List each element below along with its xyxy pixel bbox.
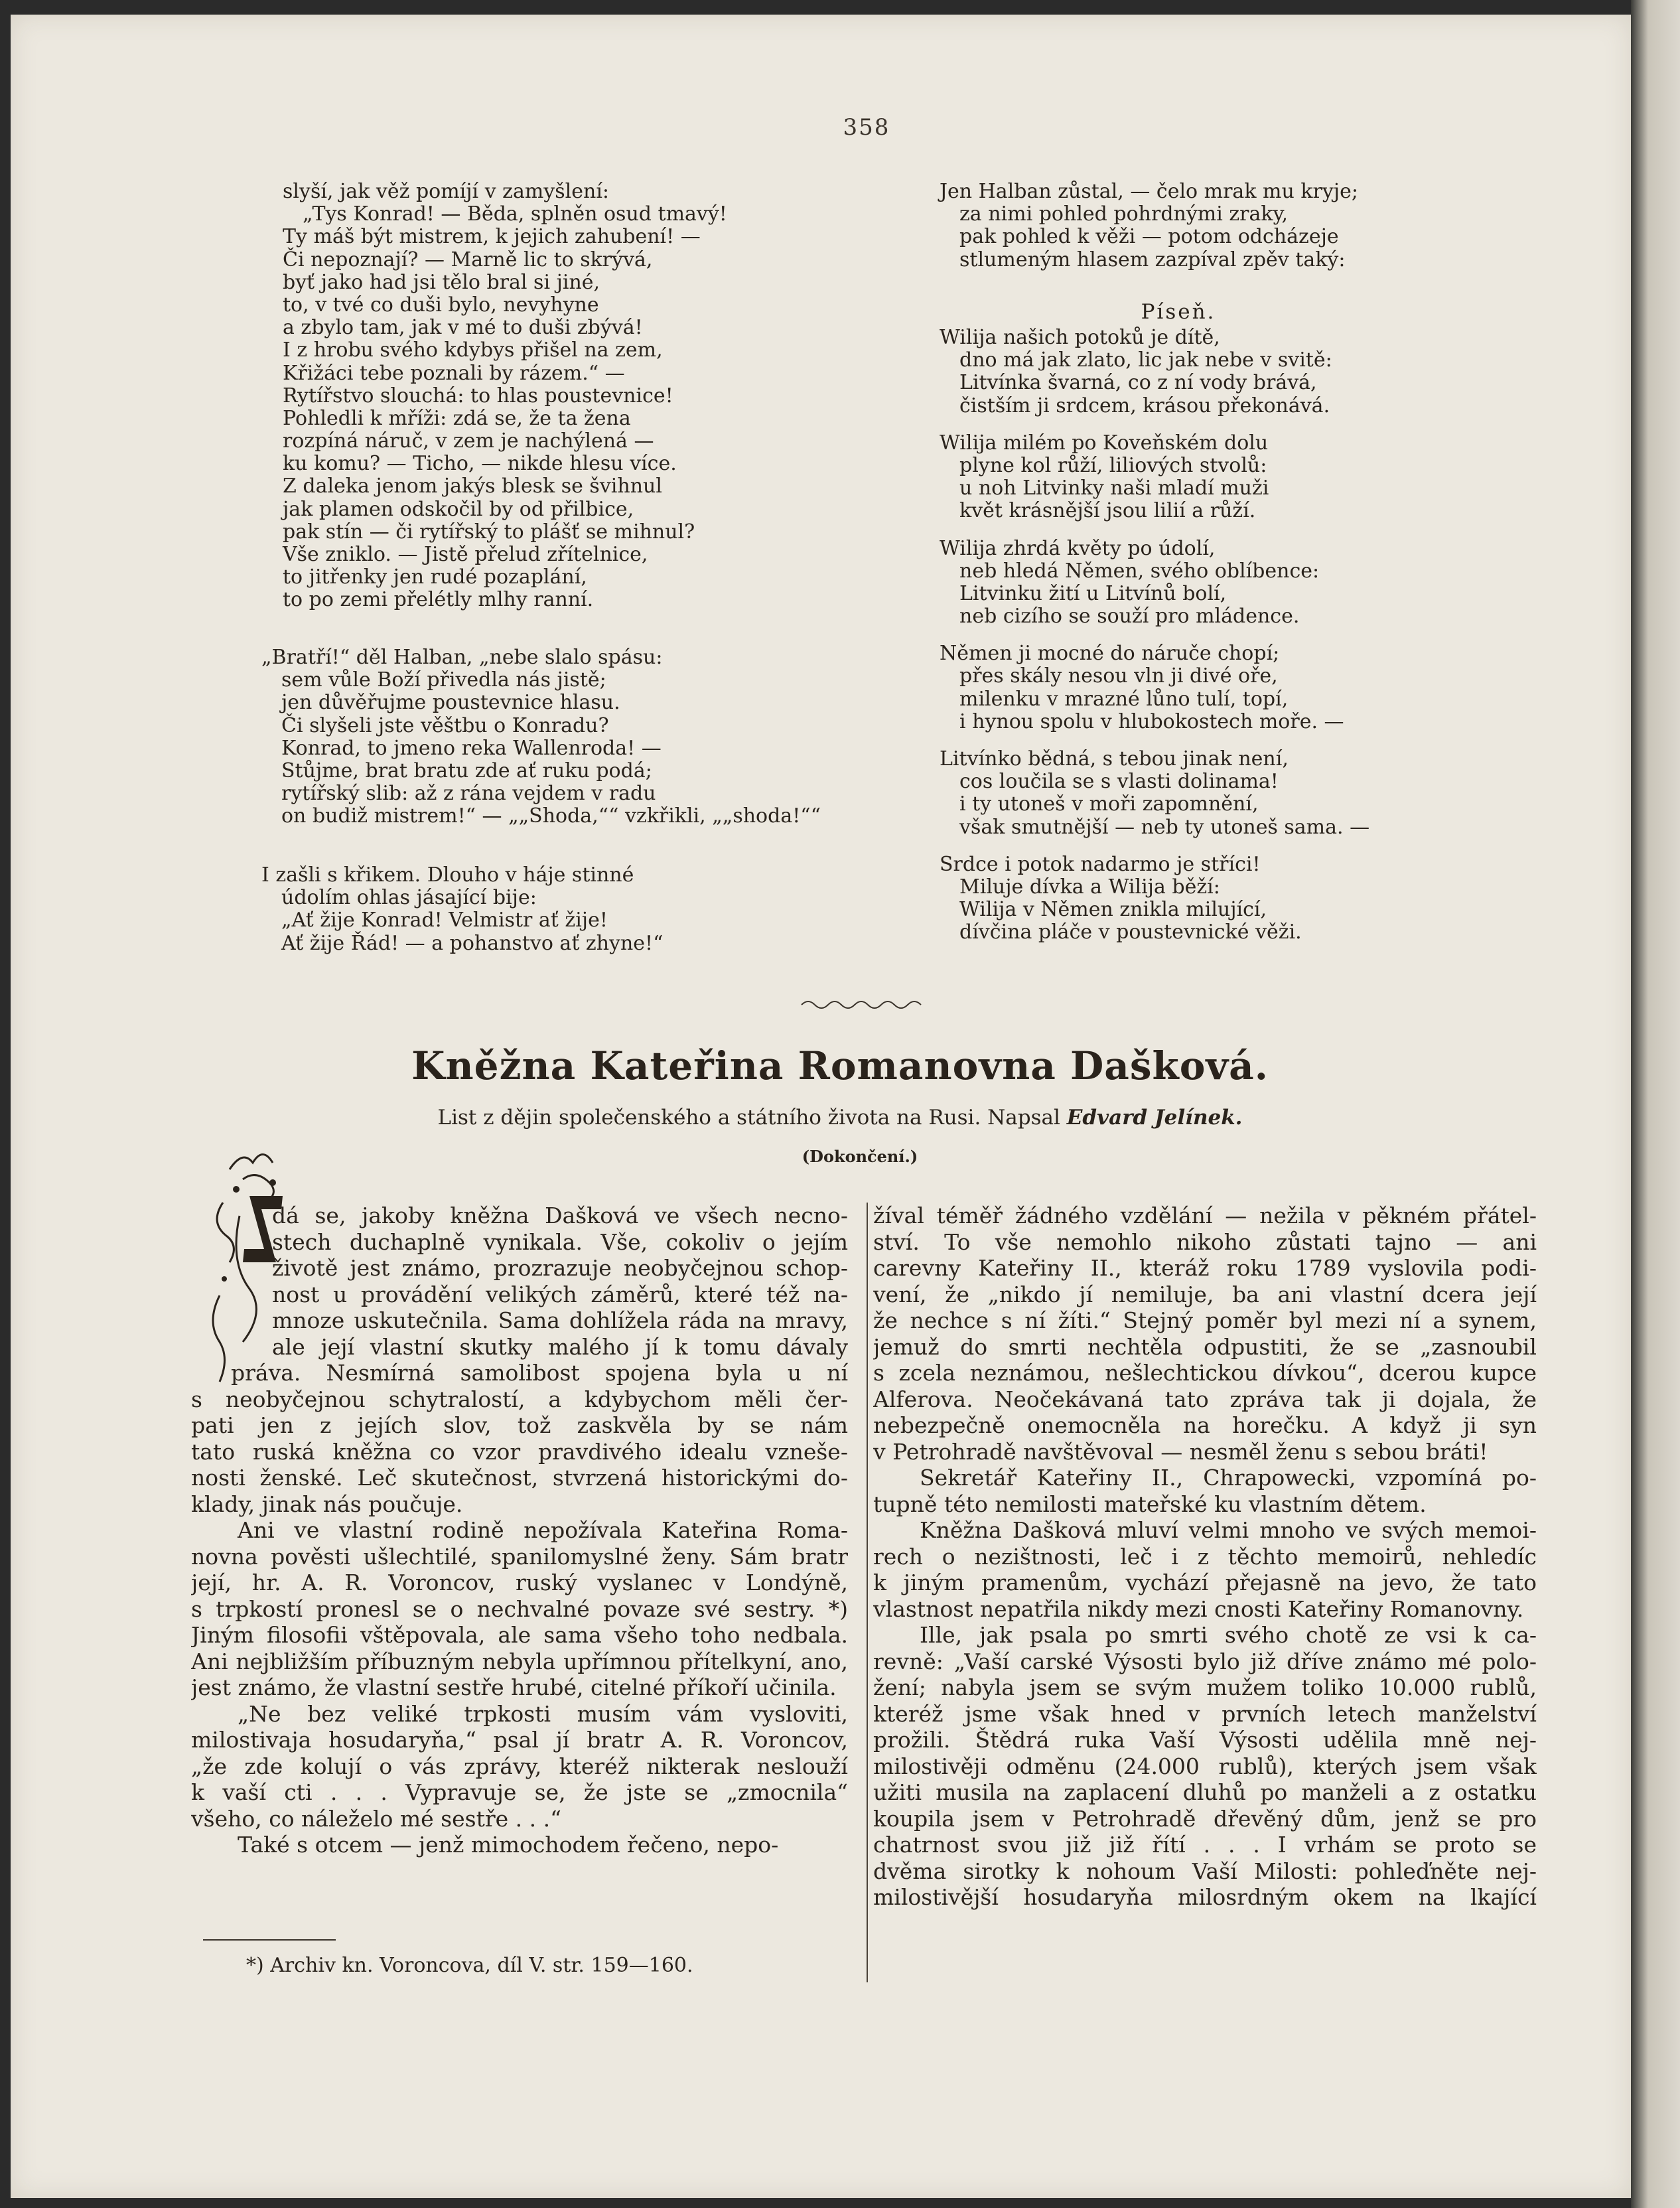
song-line: dívčina pláče v poustevnické věži. bbox=[959, 920, 1302, 944]
page-number: 358 bbox=[843, 114, 890, 141]
article-line: užiti musila na zaplacení dluhů po manželi a z ostatku bbox=[873, 1779, 1537, 1805]
text-line: Či slyšeli jste věštbu o Konradu? bbox=[281, 713, 609, 737]
article-line: kteréž jsme však hned v prvních letech manželství bbox=[873, 1700, 1537, 1727]
poem-left-stanza-bratri bbox=[261, 646, 821, 828]
text-line: údolím ohlas jásající bije: bbox=[281, 886, 537, 910]
song-line: Litvínka švarná, co z ní vody brává, bbox=[959, 371, 1317, 395]
article-line: že nechce s ní žíti.“ Stejný poměr byl mezi ní a synem, bbox=[873, 1307, 1537, 1333]
song-line: dno má jak zlato, lic jak nebe v svitě: bbox=[959, 348, 1332, 372]
article-line: k vaší cti . . . Vypravuje se, že jste se „zmocnila“ bbox=[191, 1779, 848, 1805]
text-line: ku komu? — Ticho, — nikde hlesu více. bbox=[283, 452, 677, 476]
article-left-column bbox=[191, 1203, 848, 1858]
article-line: Ani nejbližším příbuzným nebyla upřímnou přítelkyní, ano, bbox=[191, 1648, 848, 1674]
article-line: klady, jinak nás poučuje. bbox=[191, 1491, 463, 1517]
article-line: carevny Kateřiny II., kteráž roku 1789 vyslovila podi- bbox=[873, 1255, 1537, 1281]
text-line: Či nepoznají? — Marně lic to skrývá, bbox=[283, 248, 653, 271]
article-subtitle bbox=[276, 1106, 1404, 1130]
text-line: za nimi pohled pohrdnými zraky, bbox=[959, 202, 1289, 226]
article-line: milostivější hosudaryňa milosrdným okem na lkající bbox=[873, 1884, 1537, 1910]
stanza-gap bbox=[940, 523, 1369, 538]
text-line: Z daleka jenom jakýs blesk se švihnul bbox=[283, 475, 662, 498]
text-line: Ať žije Řád! — a pohanstvo ať zhyne!“ bbox=[281, 931, 664, 955]
song-title: Píseň. bbox=[1141, 300, 1216, 324]
text-line: Rytířstvo slouchá: to hlas poustevnice! bbox=[283, 384, 673, 407]
text-line: I zašli s křikem. Dlouho v háje stinné bbox=[261, 863, 634, 887]
article-line: žení; nabyla jsem se svým mužem toliko 10.000 rublů, bbox=[873, 1674, 1537, 1700]
article-line: s zcela neznámou, nešlechtickou dívkou“, dcerou kupce bbox=[873, 1360, 1537, 1386]
song-line: i hynou spolu v hlubokostech moře. — bbox=[959, 709, 1344, 733]
article-line: jemuž do smrti nechtěla odpustiti, že se „zasnoubil bbox=[873, 1333, 1537, 1360]
text-line: „Tys Konrad! — Běda, splněn osud tmavý! bbox=[303, 202, 727, 226]
song-line: plyne kol růží, liliových stvolů: bbox=[959, 453, 1267, 477]
article-line: koupila jsem v Petrohradě dřevěný dům, jenž se pro bbox=[873, 1805, 1537, 1832]
poem-left-stanza-closing bbox=[261, 864, 663, 955]
text-line: byť jako had jsi tělo bral si jiné, bbox=[283, 270, 600, 294]
footnote-rule bbox=[203, 1939, 336, 1941]
scan-background-edge bbox=[1631, 0, 1680, 2208]
article-line: rech o nezištnosti, leč i z těchto memoirů, nehledíc bbox=[873, 1543, 1537, 1570]
text-line: rytířský slib: až z rána vejdem v radu bbox=[281, 782, 656, 806]
article-subtitle-text: List z dějin společenského a státního života na Rusi. Napsal bbox=[437, 1106, 1060, 1130]
article-line: nosti ženské. Leč skutečnost, stvrzená historickými do- bbox=[191, 1465, 848, 1491]
song-line: Wilija našich potoků je dítě, bbox=[940, 326, 1220, 349]
article-line: tupně této nemilosti mateřské ku vlastním dětem. bbox=[873, 1491, 1427, 1517]
article-line: „že zde kolují o vás zprávy, kteréž nikterak neslouží bbox=[191, 1753, 848, 1779]
song-line: i ty utoneš v moři zapomnění, bbox=[959, 792, 1259, 816]
song-line: Litvinku žití u Litvínů bolí, bbox=[959, 581, 1227, 605]
text-line: rozpíná náruč, v zem je nachýlená — bbox=[283, 429, 654, 453]
text-line: Pohledli k mříži: zdá se, že ta žena bbox=[283, 406, 631, 430]
song-line: však smutnější — neb ty utoneš sama. — bbox=[959, 815, 1370, 839]
song-line: milenku v mrazné lůno tulí, topí, bbox=[959, 687, 1289, 711]
text-line: Vše zniklo. — Jistě přelud zřítelnice, bbox=[283, 543, 648, 566]
article-line: vlastnost nepatřila nikdy mezi cnosti Kateřiny Romanovny. bbox=[873, 1595, 1524, 1622]
text-line: „Ať žije Konrad! Velmistr ať žije! bbox=[281, 909, 608, 932]
article-line: s trpkostí pronesl se o nechvalné povaze své sestry. *) bbox=[191, 1595, 848, 1622]
article-line: v Petrohradě navštěvoval — nesměl ženu s sebou bráti! bbox=[873, 1438, 1488, 1465]
text-line: Stůjme, brat bratu zde ať ruku podá; bbox=[281, 759, 652, 782]
song-line: Wilija v Němen znikla milující, bbox=[959, 898, 1267, 922]
song-line: neb cizího se souží pro mládence. bbox=[959, 605, 1300, 628]
section-ornament bbox=[800, 997, 926, 1013]
article-line: životě jest známo, prozrazuje neobyčejnou schop- bbox=[272, 1255, 848, 1281]
article-line: žíval téměř žádného vzdělání — nežila v pěkném přátel- bbox=[873, 1203, 1537, 1228]
song-line: Wilija milém po Koveňském dolu bbox=[940, 431, 1269, 455]
text-line: jak plamen odskočil by od přilbice, bbox=[283, 497, 634, 521]
text-line: jen důvěřujme poustevnice hlasu. bbox=[281, 691, 620, 715]
article-line: „Ne bez veliké trpkosti musím vám vysloviti, bbox=[238, 1700, 848, 1727]
song-line: neb hledá Němen, svého oblíbence: bbox=[959, 559, 1320, 583]
text-line: stlumeným hlasem zazpíval zpěv taký: bbox=[959, 248, 1346, 271]
book-page bbox=[11, 15, 1631, 2198]
article-line: dvěma sirotky k nohoum Vaší Milosti: pohleďněte nej- bbox=[873, 1858, 1537, 1884]
text-line: Ty máš být mistrem, k jejich zahubení! — bbox=[283, 225, 701, 249]
song-line: Srdce i potok nadarmo je stříci! bbox=[940, 852, 1261, 876]
article-line: Kněžna Dašková mluví velmi mnoho ve svých memoi- bbox=[920, 1517, 1537, 1543]
text-line: Konrad, to jmeno reka Wallenroda! — bbox=[281, 736, 662, 760]
text-line: „Bratří!“ děl Halban, „nebe slalo spásu: bbox=[261, 646, 663, 669]
poem-left-stanza bbox=[283, 181, 727, 612]
article-line: milostivěji odměnu (24.000 rublů), kterých jsem však bbox=[873, 1753, 1537, 1779]
song-line: přes skály nesou vln ji divé oře, bbox=[959, 664, 1278, 688]
article-line: jest známo, že vlastní sestře hrubé, citelné příkoří učinila. bbox=[191, 1674, 837, 1700]
song-line: Litvínko bědná, s tebou jinak není, bbox=[940, 747, 1289, 771]
article-line: prožili. Štědrá ruka Vaší Výsosti udělila mně nej- bbox=[873, 1727, 1537, 1753]
text-line: a zbylo tam, jak v mé to duši zbývá! bbox=[283, 316, 643, 340]
column-divider bbox=[867, 1203, 868, 1982]
article-line: revně: „Vaší carské Výsosti bylo již dříve známo mé polo- bbox=[873, 1648, 1537, 1674]
article-line: mnoze uskutečnila. Sama dohlížela ráda na mravy, bbox=[272, 1307, 848, 1333]
stanza-gap bbox=[940, 839, 1369, 853]
article-line: chatrnost svou již již řítí . . . I vrhám se proto se bbox=[873, 1832, 1537, 1858]
article-line: nost u provádění velikých záměrů, které též na- bbox=[272, 1281, 848, 1307]
article-line: Ani ve vlastní rodině nepožívala Kateřina Roma- bbox=[238, 1517, 848, 1543]
article-line: ale její vlastní skutky malého jí k tomu dávaly bbox=[272, 1333, 848, 1360]
song-line: květ krásnější jsou lilií a růží. bbox=[959, 499, 1256, 523]
article-line: Také s otcem — jenž mimochodem řečeno, nepo- bbox=[238, 1832, 779, 1858]
article-line: dá se, jakoby kněžna Dašková ve všech necno- bbox=[272, 1203, 848, 1228]
text-line: pak pohled k věži — potom odcházeje bbox=[959, 225, 1339, 249]
song-stanzas bbox=[940, 327, 1369, 944]
article-right-column bbox=[873, 1203, 1537, 1911]
article-line: vení, že „nikdo jí nemiluje, ba ani vlastní dcera její bbox=[873, 1281, 1537, 1307]
continuation-note: (Dokončení.) bbox=[802, 1147, 918, 1166]
article-line: práva. Nesmírná samolibost spojena byla u ní bbox=[231, 1360, 848, 1386]
stanza-gap bbox=[940, 733, 1369, 748]
article-line: nebezpečně onemocněla na horečku. A když ji syn bbox=[873, 1412, 1537, 1438]
song-line: cos loučila se s vlasti dolinama! bbox=[959, 770, 1279, 794]
article-line: k jiným pramenům, vychází přejasně na jevo, že tato bbox=[873, 1570, 1537, 1595]
article-author: Edvard Jelínek. bbox=[1066, 1106, 1243, 1130]
text-line: Křižáci tebe poznali by rázem.“ — bbox=[283, 361, 625, 385]
article-line: Sekretář Kateřiny II., Chrapowecki, vzpomíná po- bbox=[920, 1465, 1537, 1491]
article-line: milostivaja hosudaryňa,“ psal jí bratr A. R. Voroncov, bbox=[191, 1727, 848, 1753]
song-line: Němen ji mocné do náruče chopí; bbox=[940, 642, 1280, 666]
article-title: Kněžna Kateřina Romanovna Dašková. bbox=[411, 1043, 1269, 1088]
song-line: Wilija zhrdá květy po údolí, bbox=[940, 536, 1216, 560]
text-line: on budiž mistrem!“ — „„Shoda,““ vzkřikli, „„shoda!““ bbox=[281, 804, 821, 828]
article-line: Jiným filosofii vštěpovala, ale sama všeho toho nedbala. bbox=[191, 1622, 848, 1648]
article-line: její, hr. A. R. Voroncov, ruský vyslanec v Londýně, bbox=[191, 1570, 848, 1595]
text-line: sem vůle Boží přivedla nás jistě; bbox=[281, 668, 606, 692]
article-line: všeho, co náleželo mé sestře . . .“ bbox=[191, 1805, 561, 1832]
text-line: Jen Halban zůstal, — čelo mrak mu kryje; bbox=[940, 180, 1358, 203]
poem-right-intro bbox=[940, 181, 1358, 271]
article-line: s neobyčejnou schytralostí, a kdybychom měli čer- bbox=[191, 1386, 848, 1412]
stanza-gap bbox=[940, 628, 1369, 642]
article-line: tato ruská kněžna co vzor pravdivého idealu vzneše- bbox=[191, 1438, 848, 1465]
text-line: to, v tvé co duši bylo, nevyhyne bbox=[283, 293, 599, 317]
song-line: u noh Litvinky naši mladí muži bbox=[959, 477, 1269, 500]
article-line: ství. To vše nemohlo nikoho zůstati tajno — ani bbox=[873, 1228, 1537, 1255]
text-line: to jitřenky jen rudé pozaplání, bbox=[283, 565, 587, 589]
article-line: novna pověsti ušlechtilé, spanilomyslné ženy. Sám bratr bbox=[191, 1543, 848, 1570]
footnote: *) Archiv kn. Voroncova, díl V. str. 159—160. bbox=[246, 1954, 693, 1977]
text-line: I z hrobu svého kdybys přišel na zem, bbox=[283, 338, 663, 362]
text-line: to po zemi přelétly mlhy ranní. bbox=[283, 588, 594, 612]
song-line: Miluje dívka a Wilija běží: bbox=[959, 875, 1220, 899]
article-line: Ille, jak psala po smrti svého chotě ze vsi k ca- bbox=[920, 1622, 1537, 1648]
article-line: stech duchaplně vynikala. Vše, cokoliv o jejím bbox=[272, 1228, 848, 1255]
text-line: slyší, jak věž pomíjí v zamyšlení: bbox=[283, 180, 610, 203]
article-line: Alferova. Neočekávaná tato zpráva tak ji dojala, že bbox=[873, 1386, 1537, 1412]
article-line: pati jen z jejích slov, tož zaskvěla by se nám bbox=[191, 1412, 848, 1438]
stanza-gap bbox=[940, 417, 1369, 432]
text-line: pak stín — či rytířský to plášť se mihnul? bbox=[283, 520, 695, 544]
song-line: čistším ji srdcem, krásou překonává. bbox=[959, 394, 1330, 417]
